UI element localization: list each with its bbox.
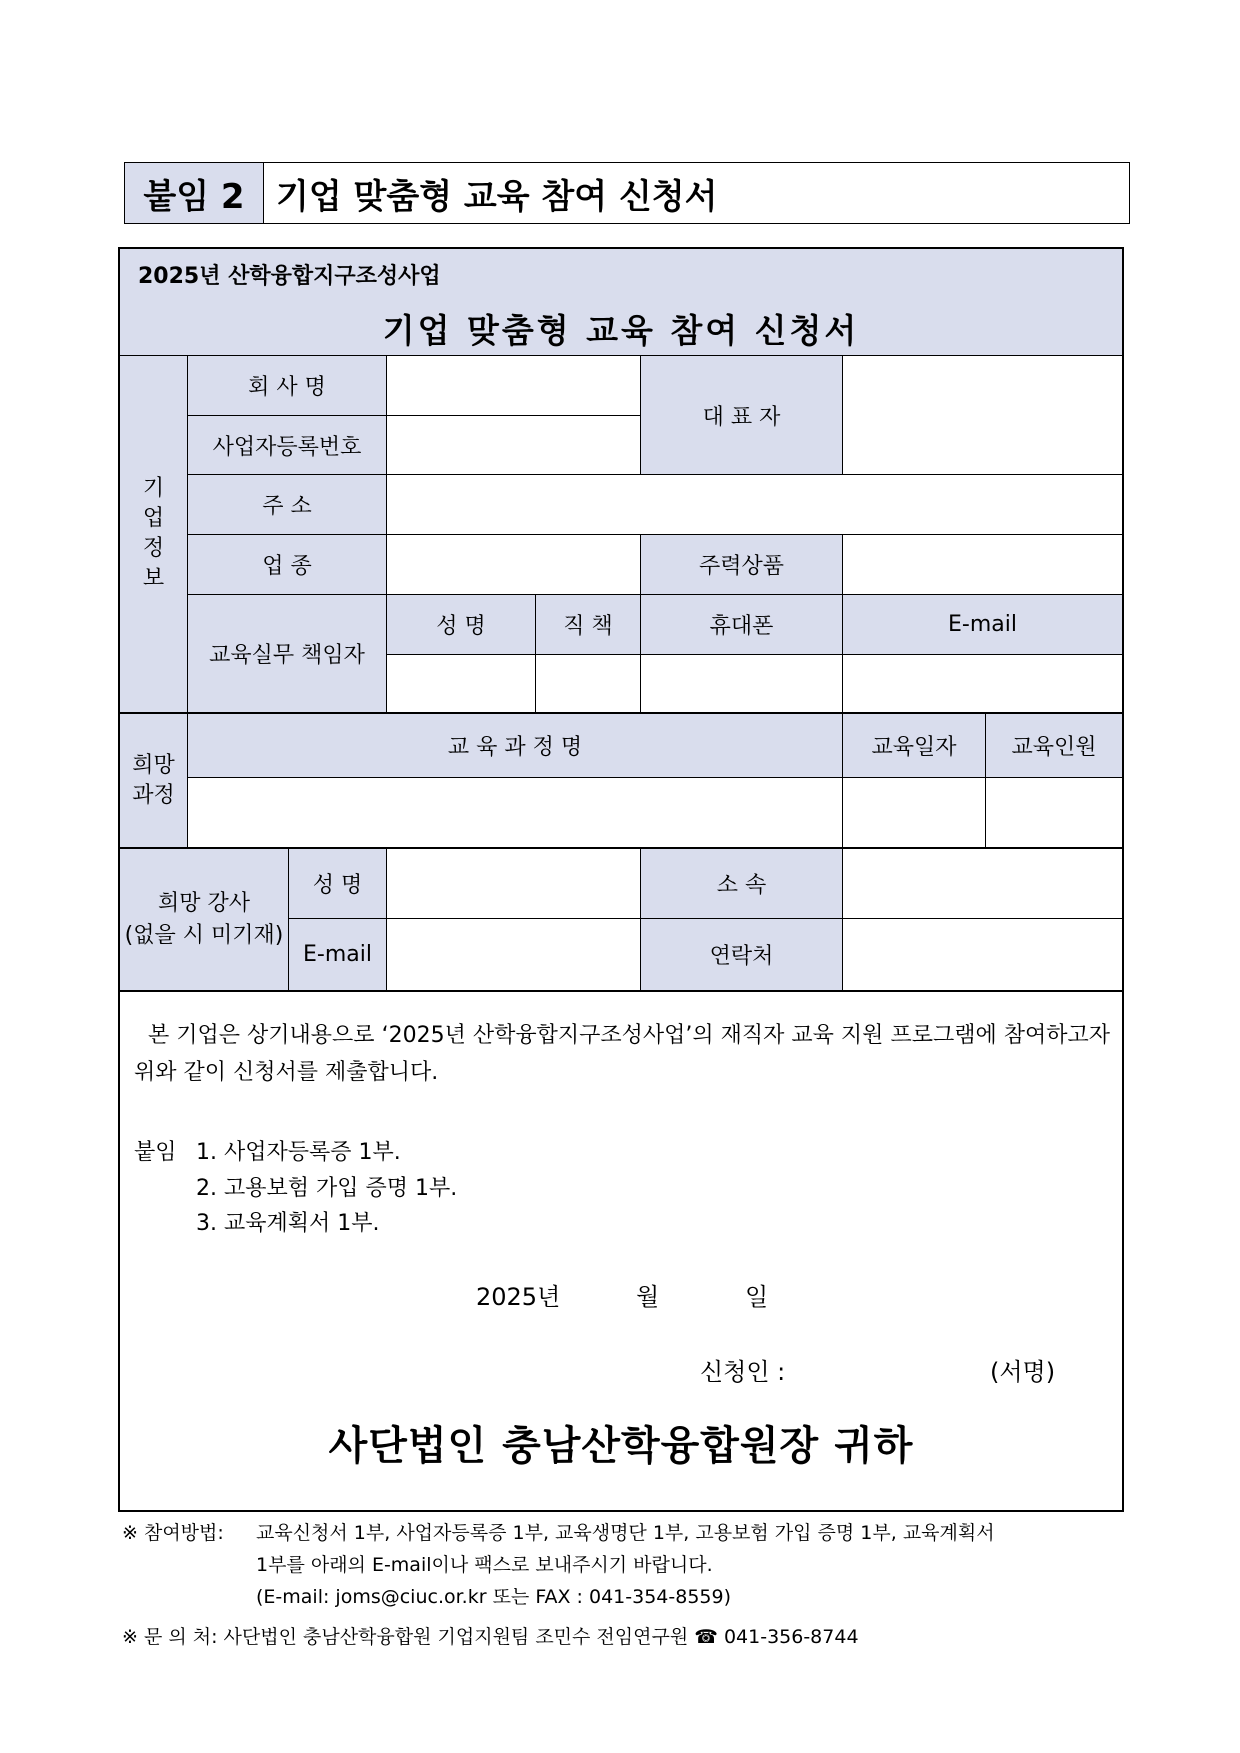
manager-name-label: 성 명 bbox=[387, 595, 536, 655]
course-date-field[interactable] bbox=[843, 778, 986, 849]
application-statement: 본 기업은 상기내용으로 ‘2025년 산학융합지구조성사업’의 재직자 교육 지원 프로그램에 참여하고자 위와 같이 신청서를 제출합니다. bbox=[134, 1023, 1110, 1085]
course-section-label: 희망 과정 bbox=[120, 714, 188, 849]
instructor-org-field[interactable] bbox=[843, 849, 1122, 919]
manager-phone-field[interactable] bbox=[641, 655, 843, 714]
address-label: 주 소 bbox=[188, 475, 387, 535]
attachment-title: 기업 맞춤형 교육 참여 신청서 bbox=[276, 176, 718, 217]
biz-reg-no-label: 사업자등록번호 bbox=[188, 416, 387, 475]
project-name: 2025년 산학융합지구조성사업 bbox=[138, 264, 441, 289]
instructor-email-label: E-mail bbox=[289, 919, 387, 992]
attachment-tag: 붙임 2 bbox=[125, 163, 264, 223]
contact-info: ※ 문 의 처: 사단법인 충남산학융합원 기업지원팀 조민수 전임연구원 ☎ 041-356-8744 bbox=[122, 1626, 859, 1648]
application-form bbox=[118, 247, 1124, 1512]
biz-reg-no-field[interactable] bbox=[387, 416, 641, 475]
representative-field[interactable] bbox=[843, 356, 1122, 475]
method-line-2: 1부를 아래의 E-mail이나 팩스로 보내주시기 바랍니다. bbox=[256, 1554, 713, 1576]
method-line-1: 교육신청서 1부, 사업자등록증 1부, 교육생명단 1부, 고용보험 가입 증명 1부, 교육계획서 bbox=[256, 1522, 995, 1544]
main-product-label: 주력상품 bbox=[641, 535, 843, 595]
course-date-label: 교육일자 bbox=[843, 714, 986, 778]
date-month: 월 bbox=[636, 1283, 660, 1311]
instructor-email-field[interactable] bbox=[387, 919, 641, 992]
course-name-label: 교 육 과 정 명 bbox=[188, 714, 843, 778]
applicant-label: 신청인 : bbox=[700, 1358, 786, 1386]
instructor-name-label: 성 명 bbox=[289, 849, 387, 919]
attachment-header bbox=[124, 162, 1130, 224]
manager-label: 교육실무 책임자 bbox=[188, 595, 387, 714]
address-field[interactable] bbox=[387, 475, 1122, 535]
manager-name-field[interactable] bbox=[387, 655, 536, 714]
signature-label: (서명) bbox=[990, 1358, 1056, 1386]
company-name-label: 회 사 명 bbox=[188, 356, 387, 416]
form-title: 기업 맞춤형 교육 참여 신청서 bbox=[382, 311, 860, 350]
instructor-section-label: 희망 강사 (없을 시 미기재) bbox=[120, 849, 289, 992]
main-product-field[interactable] bbox=[843, 535, 1122, 595]
manager-email-field[interactable] bbox=[843, 655, 1122, 714]
instructor-contact-label: 연락처 bbox=[641, 919, 843, 992]
industry-label: 업 종 bbox=[188, 535, 387, 595]
date-year: 2025년 bbox=[476, 1283, 561, 1311]
course-people-field[interactable] bbox=[986, 778, 1122, 849]
industry-field[interactable] bbox=[387, 535, 641, 595]
form-title-block bbox=[120, 249, 1122, 356]
manager-position-field[interactable] bbox=[536, 655, 641, 714]
company-info-section-label: 기 업 정 보 bbox=[120, 356, 188, 714]
attachment-item: 3. 교육계획서 1부. bbox=[196, 1211, 380, 1236]
method-label: ※ 참여방법: bbox=[122, 1522, 224, 1544]
representative-label: 대 표 자 bbox=[641, 356, 843, 475]
course-people-label: 교육인원 bbox=[986, 714, 1122, 778]
attachments-label: 붙임 bbox=[134, 1140, 177, 1165]
method-line-3: (E-mail: joms@ciuc.or.kr 또는 FAX : 041-354-8559) bbox=[256, 1586, 732, 1608]
instructor-contact-field[interactable] bbox=[843, 919, 1122, 992]
attachment-item: 1. 사업자등록증 1부. bbox=[196, 1140, 401, 1165]
course-name-field[interactable] bbox=[188, 778, 843, 849]
manager-position-label: 직 책 bbox=[536, 595, 641, 655]
manager-email-label: E-mail bbox=[843, 595, 1122, 655]
instructor-org-label: 소 속 bbox=[641, 849, 843, 919]
date-day: 일 bbox=[745, 1283, 769, 1311]
attachment-item: 2. 고용보험 가입 증명 1부. bbox=[196, 1176, 458, 1201]
instructor-name-field[interactable] bbox=[387, 849, 641, 919]
company-name-field[interactable] bbox=[387, 356, 641, 416]
manager-phone-label: 휴대폰 bbox=[641, 595, 843, 655]
recipient: 사단법인 충남산학융합원장 귀하 bbox=[328, 1423, 914, 1469]
